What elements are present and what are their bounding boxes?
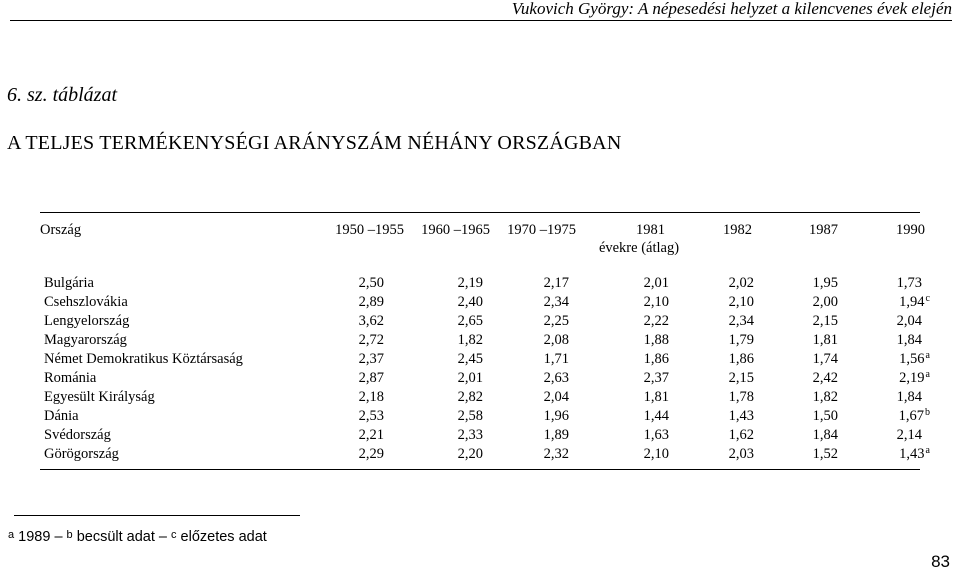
value-text: 3,62: [358, 313, 384, 329]
value-text: 2,10: [728, 294, 754, 310]
value-text: 2,53: [358, 408, 384, 424]
column-header: 1981: [636, 222, 665, 238]
value-text: 2,04: [543, 389, 569, 405]
value-cell: [644, 389, 669, 405]
value-cell: [729, 332, 754, 348]
value-text: 2,19: [899, 370, 925, 386]
value-text: 2,33: [457, 427, 483, 443]
value-cell: [729, 389, 754, 405]
value-cell: [813, 351, 838, 367]
value-text: 2,32: [543, 446, 569, 462]
value-text: 1,74: [812, 351, 838, 367]
value-cell: [644, 313, 669, 329]
value-cell: [544, 313, 569, 329]
value-cell: [359, 446, 384, 462]
value-cell: [644, 427, 669, 443]
country-column-header: Ország: [40, 222, 82, 238]
value-text: 2,18: [358, 389, 384, 405]
footnote-a-text: 1989 –: [14, 529, 67, 545]
country-name: Csehszlovákia: [44, 294, 128, 310]
value-text: 2,34: [543, 294, 569, 310]
value-text: 2,14: [896, 427, 922, 443]
value-cell: [544, 389, 569, 405]
value-text: 2,42: [812, 370, 838, 386]
value-text: 2,63: [543, 370, 569, 386]
page-number: 83: [931, 552, 950, 571]
value-text: 2,04: [896, 313, 922, 329]
value-cell: [899, 351, 930, 369]
value-cell: [897, 389, 922, 405]
value-cell: [458, 275, 483, 291]
value-cell: [899, 446, 930, 464]
column-header: 1970 –1975: [507, 222, 576, 238]
value-text: 1,79: [728, 332, 754, 348]
value-text: 2,40: [457, 294, 483, 310]
table-top-rule: [40, 212, 920, 213]
value-text: 1,43: [728, 408, 754, 424]
value-text: 1,78: [728, 389, 754, 405]
value-cell: [899, 370, 930, 388]
value-cell: [458, 332, 483, 348]
country-name: Egyesült Királyság: [44, 389, 155, 405]
table-bottom-rule: [40, 469, 920, 470]
column-header: 1950 –1955: [335, 222, 404, 238]
value-text: 1,88: [643, 332, 669, 348]
value-cell: [544, 332, 569, 348]
value-text: 2,02: [728, 275, 754, 291]
value-cell: [458, 446, 483, 462]
footnote-marker: b: [925, 407, 930, 418]
value-cell: [813, 332, 838, 348]
value-text: 1,81: [643, 389, 669, 405]
value-cell: [359, 294, 384, 310]
value-cell: [729, 370, 754, 386]
value-cell: [359, 313, 384, 329]
value-cell: [458, 408, 483, 424]
value-cell: [644, 351, 669, 367]
value-cell: [729, 351, 754, 367]
value-cell: [458, 351, 483, 367]
value-cell: [359, 408, 384, 424]
value-text: 2,20: [457, 446, 483, 462]
footnote-mark-a: a: [8, 529, 15, 541]
footnote-rule: [14, 515, 300, 516]
value-text: 1,56: [899, 351, 925, 367]
footnote-b-text: becsült adat –: [72, 529, 172, 545]
value-text: 2,29: [358, 446, 384, 462]
value-cell: [729, 408, 754, 424]
value-cell: [359, 275, 384, 291]
value-text: 1,96: [543, 408, 569, 424]
value-text: 1,43: [899, 446, 925, 462]
value-cell: [897, 427, 922, 443]
value-text: 2,34: [728, 313, 754, 329]
country-name: Magyarország: [44, 332, 127, 348]
footnote-c-text: előzetes adat: [176, 529, 267, 545]
value-text: 1,44: [643, 408, 669, 424]
value-text: 2,58: [457, 408, 483, 424]
country-name: Dánia: [44, 408, 79, 424]
value-cell: [359, 370, 384, 386]
value-cell: [897, 332, 922, 348]
value-cell: [544, 427, 569, 443]
country-name: Lengyelország: [44, 313, 130, 329]
value-text: 2,89: [358, 294, 384, 310]
value-text: 2,15: [728, 370, 754, 386]
value-text: 2,50: [358, 275, 384, 291]
value-text: 2,03: [728, 446, 754, 462]
value-text: 1,71: [543, 351, 569, 367]
value-cell: [897, 275, 922, 291]
table-title: A TELJES TERMÉKENYSÉGI ARÁNYSZÁM NÉHÁNY ORSZÁGBAN: [7, 132, 622, 154]
table-number: 6. sz. táblázat: [7, 84, 118, 106]
value-text: 2,17: [543, 275, 569, 291]
value-cell: [899, 294, 930, 312]
value-text: 1,62: [728, 427, 754, 443]
value-text: 1,94: [899, 294, 925, 310]
value-text: 2,25: [543, 313, 569, 329]
value-cell: [813, 313, 838, 329]
value-text: 2,45: [457, 351, 483, 367]
column-header: 1960 –1965: [421, 222, 490, 238]
country-name: Románia: [44, 370, 97, 386]
footnote-mark-c: c: [171, 529, 177, 541]
value-text: 1,84: [812, 427, 838, 443]
value-text: 2,10: [643, 446, 669, 462]
value-text: 2,37: [643, 370, 669, 386]
footnote-marker: a: [925, 445, 930, 456]
value-text: 1,82: [812, 389, 838, 405]
value-cell: [359, 389, 384, 405]
value-text: 2,65: [457, 313, 483, 329]
value-text: 1,95: [812, 275, 838, 291]
footnote-marker: c: [925, 293, 930, 304]
value-cell: [544, 275, 569, 291]
value-text: 1,50: [812, 408, 838, 424]
value-text: 1,67: [898, 408, 924, 424]
value-cell: [359, 332, 384, 348]
value-text: 2,82: [457, 389, 483, 405]
value-cell: [644, 332, 669, 348]
value-cell: [899, 408, 930, 426]
value-cell: [813, 294, 838, 310]
value-text: 2,01: [643, 275, 669, 291]
value-text: 1,81: [812, 332, 838, 348]
value-text: 2,21: [358, 427, 384, 443]
value-text: 2,19: [457, 275, 483, 291]
value-cell: [813, 389, 838, 405]
value-cell: [729, 313, 754, 329]
value-text: 2,72: [358, 332, 384, 348]
country-name: Német Demokratikus Köztársaság: [44, 351, 243, 367]
value-text: 2,00: [812, 294, 838, 310]
value-cell: [729, 294, 754, 310]
value-cell: [458, 427, 483, 443]
value-text: 1,84: [896, 332, 922, 348]
country-name: Svédország: [44, 427, 111, 443]
value-cell: [813, 427, 838, 443]
running-header: Vukovich György: A népesedési helyzet a kilencvenes évek elején: [511, 0, 952, 18]
value-cell: [644, 275, 669, 291]
value-text: 1,52: [812, 446, 838, 462]
value-cell: [813, 275, 838, 291]
value-cell: [813, 370, 838, 386]
column-subheader: évekre (átlag): [598, 240, 680, 256]
value-cell: [544, 294, 569, 310]
country-name: Bulgária: [44, 275, 94, 291]
value-cell: [544, 370, 569, 386]
value-cell: [813, 408, 838, 424]
value-text: 1,86: [728, 351, 754, 367]
column-header: 1990: [896, 222, 925, 238]
footnote-mark-b: b: [66, 529, 73, 541]
value-cell: [359, 427, 384, 443]
value-text: 2,37: [358, 351, 384, 367]
value-text: 2,22: [643, 313, 669, 329]
value-cell: [544, 408, 569, 424]
footnote-marker: a: [925, 369, 930, 380]
footnote: [8, 525, 267, 550]
value-cell: [458, 389, 483, 405]
value-cell: [359, 351, 384, 367]
value-text: 1,73: [896, 275, 922, 291]
value-text: 2,87: [358, 370, 384, 386]
value-text: 1,89: [543, 427, 569, 443]
value-cell: [458, 313, 483, 329]
value-text: 1,86: [643, 351, 669, 367]
header-rule: [10, 20, 952, 21]
value-cell: [729, 446, 754, 462]
column-header: 1982: [723, 222, 752, 238]
value-text: 1,82: [457, 332, 483, 348]
value-cell: [544, 351, 569, 367]
value-cell: [644, 370, 669, 386]
value-text: 2,08: [543, 332, 569, 348]
value-text: 1,63: [643, 427, 669, 443]
value-cell: [729, 275, 754, 291]
value-cell: [897, 313, 922, 329]
value-cell: [458, 370, 483, 386]
column-header: 1987: [809, 222, 838, 238]
value-text: 1,84: [896, 389, 922, 405]
footnote-marker: a: [925, 350, 930, 361]
value-text: 2,10: [643, 294, 669, 310]
value-cell: [644, 446, 669, 462]
value-cell: [544, 446, 569, 462]
value-text: 2,15: [812, 313, 838, 329]
value-cell: [729, 427, 754, 443]
value-cell: [644, 294, 669, 310]
country-name: Görögország: [44, 446, 119, 462]
value-cell: [813, 446, 838, 462]
value-cell: [458, 294, 483, 310]
value-text: 2,01: [457, 370, 483, 386]
value-cell: [644, 408, 669, 424]
